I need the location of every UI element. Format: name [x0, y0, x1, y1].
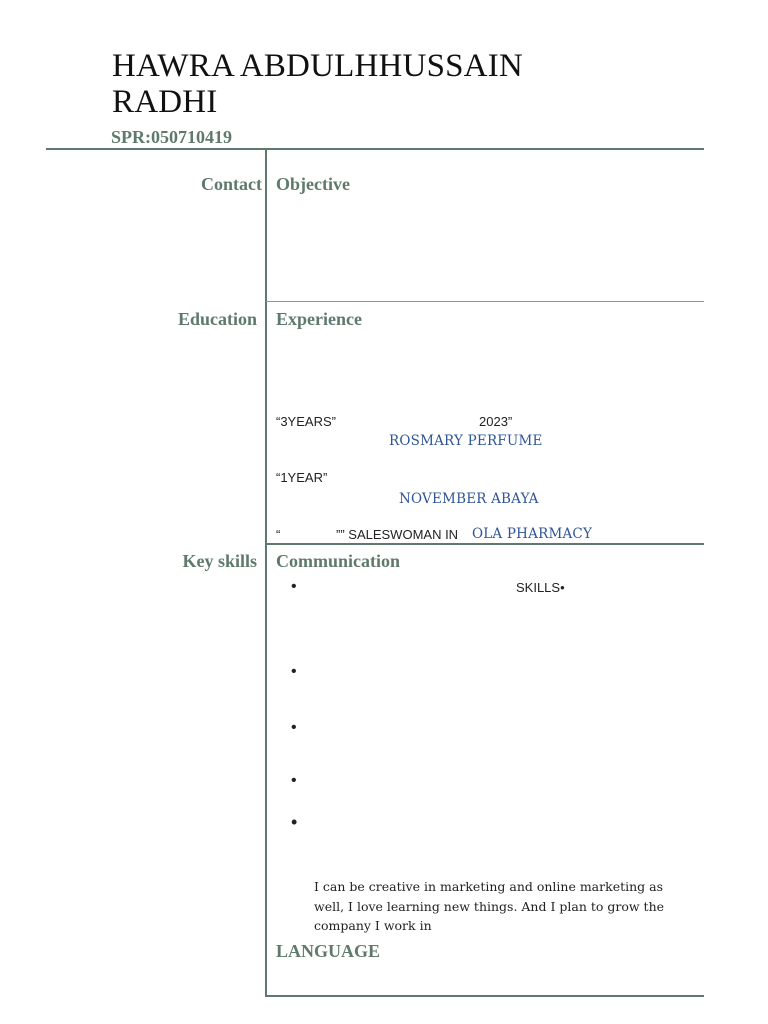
resume-name: [112, 48, 523, 120]
skills-paragraph: I can be creative in marketing and online marketing as well, I love learning new things. And I plan to grow the company I work in: [314, 879, 665, 933]
communication-title: Communication: [276, 551, 401, 571]
skill-bullet-1: •: [291, 578, 297, 595]
experience-company-1: ROSMARY PERFUME: [389, 433, 543, 449]
experience-company-2: NOVEMBER ABAYA: [399, 491, 539, 507]
objective-title: Objective: [276, 174, 350, 194]
skill-bullet-4: •: [291, 772, 297, 789]
header-divider: [46, 148, 704, 150]
skill-bullet-2: •: [291, 663, 297, 680]
skill-bullet-3: •: [291, 719, 297, 736]
experience-role-3: ”” SALESWOMAN IN: [336, 527, 459, 542]
experience-duration-2: “1YEAR”: [276, 470, 328, 485]
footer-divider: [266, 995, 704, 997]
experience-company-3: OLA PHARMACY: [472, 526, 593, 542]
education-label: Education: [177, 309, 257, 329]
key-skills-label: Key skills: [182, 551, 257, 571]
name-line-2: RADHI: [112, 84, 218, 120]
experience-duration-1: “3YEARS”: [276, 414, 336, 429]
experience-divider: [266, 543, 704, 545]
experience-quote-open: “: [276, 527, 281, 542]
objective-divider: [266, 301, 704, 302]
skill-bullet-5: •: [291, 812, 298, 832]
experience-title: Experience: [276, 309, 362, 329]
contact-label: Contact: [201, 174, 262, 194]
name-line-1: HAWRA ABDULHHUSSAIN: [112, 48, 523, 84]
language-title: LANGUAGE: [276, 941, 381, 961]
column-divider: [265, 149, 267, 997]
spr-number: SPR:050710419: [111, 127, 232, 147]
skills-text: SKILLS•: [516, 580, 565, 595]
experience-year-1: 2023”: [479, 414, 513, 429]
